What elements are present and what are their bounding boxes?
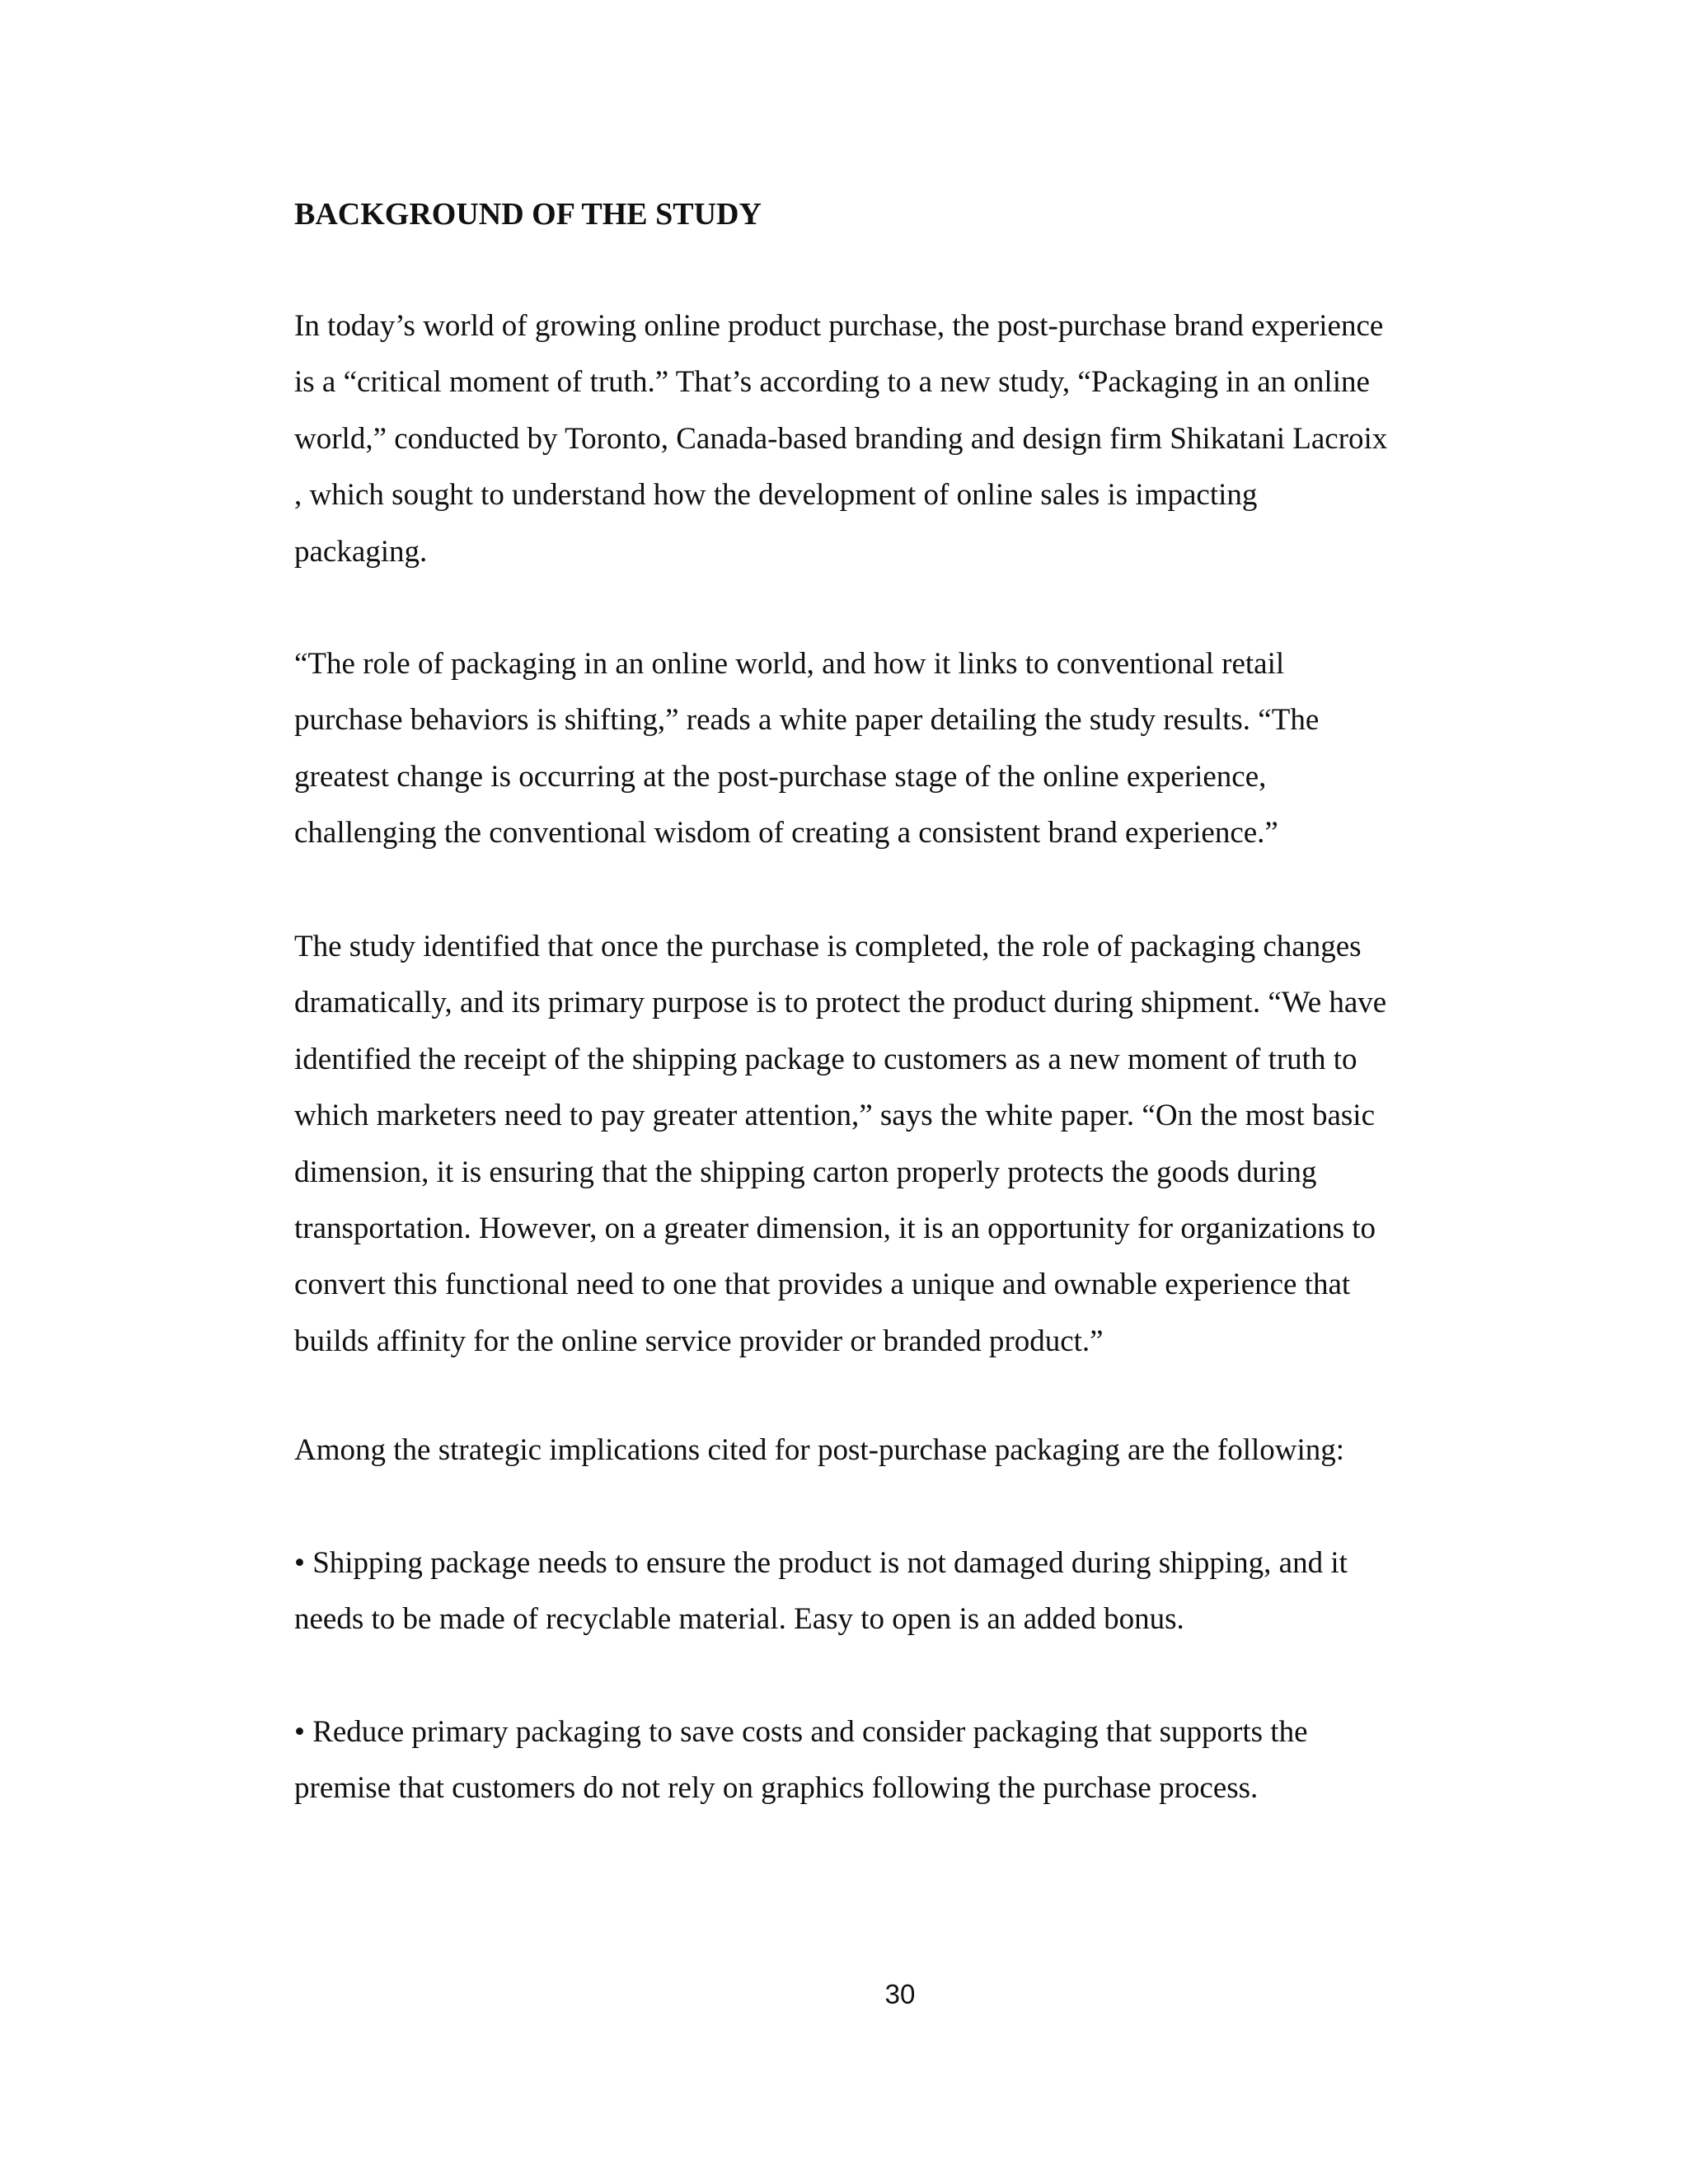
text-line: world,” conducted by Toronto, Canada-based branding and design firm Shikatani Lacroix [294, 421, 1388, 456]
paragraph-study-findings [294, 919, 1481, 1370]
page-number: 30 [884, 1979, 916, 2009]
text-line: is a “critical moment of truth.” That’s according to a new study, “Packaging in an online [294, 365, 1370, 400]
text-line: • Shipping package needs to ensure the product is not damaged during shipping, and it [294, 1546, 1348, 1580]
text-line: , which sought to understand how the development of online sales is impacting [294, 478, 1258, 513]
text-line: builds affinity for the online service provider or branded product.” [294, 1324, 1104, 1358]
text-line: purchase behaviors is shifting,” reads a white paper detailing the study results. “The [294, 703, 1320, 738]
text-line: premise that customers do not rely on graphics following the purchase process. [294, 1771, 1259, 1806]
text-line: which marketers need to pay greater attention,” says the white paper. “On the most basic [294, 1099, 1375, 1133]
paragraph-implications-intro [294, 1422, 1481, 1479]
bullet-item [294, 1704, 1481, 1817]
text-line: • Reduce primary packaging to save costs and consider packaging that supports the [294, 1715, 1308, 1749]
text-line: greatest change is occurring at the post-purchase stage of the online experience, [294, 759, 1267, 794]
section-heading: BACKGROUND OF THE STUDY [294, 197, 762, 232]
text-line: The study identified that once the purchase is completed, the role of packaging changes [294, 930, 1362, 963]
text-line: “The role of packaging in an online world, and how it links to conventional retail [294, 647, 1285, 681]
paragraph-quote [294, 636, 1481, 862]
text-line: challenging the conventional wisdom of creating a consistent brand experience.” [294, 816, 1278, 851]
text-line: dramatically, and its primary purpose is to protect the product during shipment. “We have [294, 986, 1387, 1020]
text-line: packaging. [294, 534, 428, 569]
text-line: transportation. However, on a greater dimension, it is an opportunity for organizations to [294, 1212, 1376, 1246]
bullet-item [294, 1535, 1481, 1648]
text-line: Among the strategic implications cited for post-purchase packaging are the following: [294, 1433, 1345, 1467]
text-line: convert this functional need to one that provides a unique and ownable experience that [294, 1268, 1351, 1302]
text-line: dimension, it is ensuring that the shipping carton properly protects the goods during [294, 1155, 1317, 1189]
paragraph-intro [294, 298, 1481, 580]
text-line: needs to be made of recyclable material. Easy to open is an added bonus. [294, 1602, 1184, 1637]
text-line: identified the receipt of the shipping package to customers as a new moment of truth to [294, 1042, 1357, 1076]
text-line: In today’s world of growing online product purchase, the post-purchase brand experience [294, 309, 1384, 343]
